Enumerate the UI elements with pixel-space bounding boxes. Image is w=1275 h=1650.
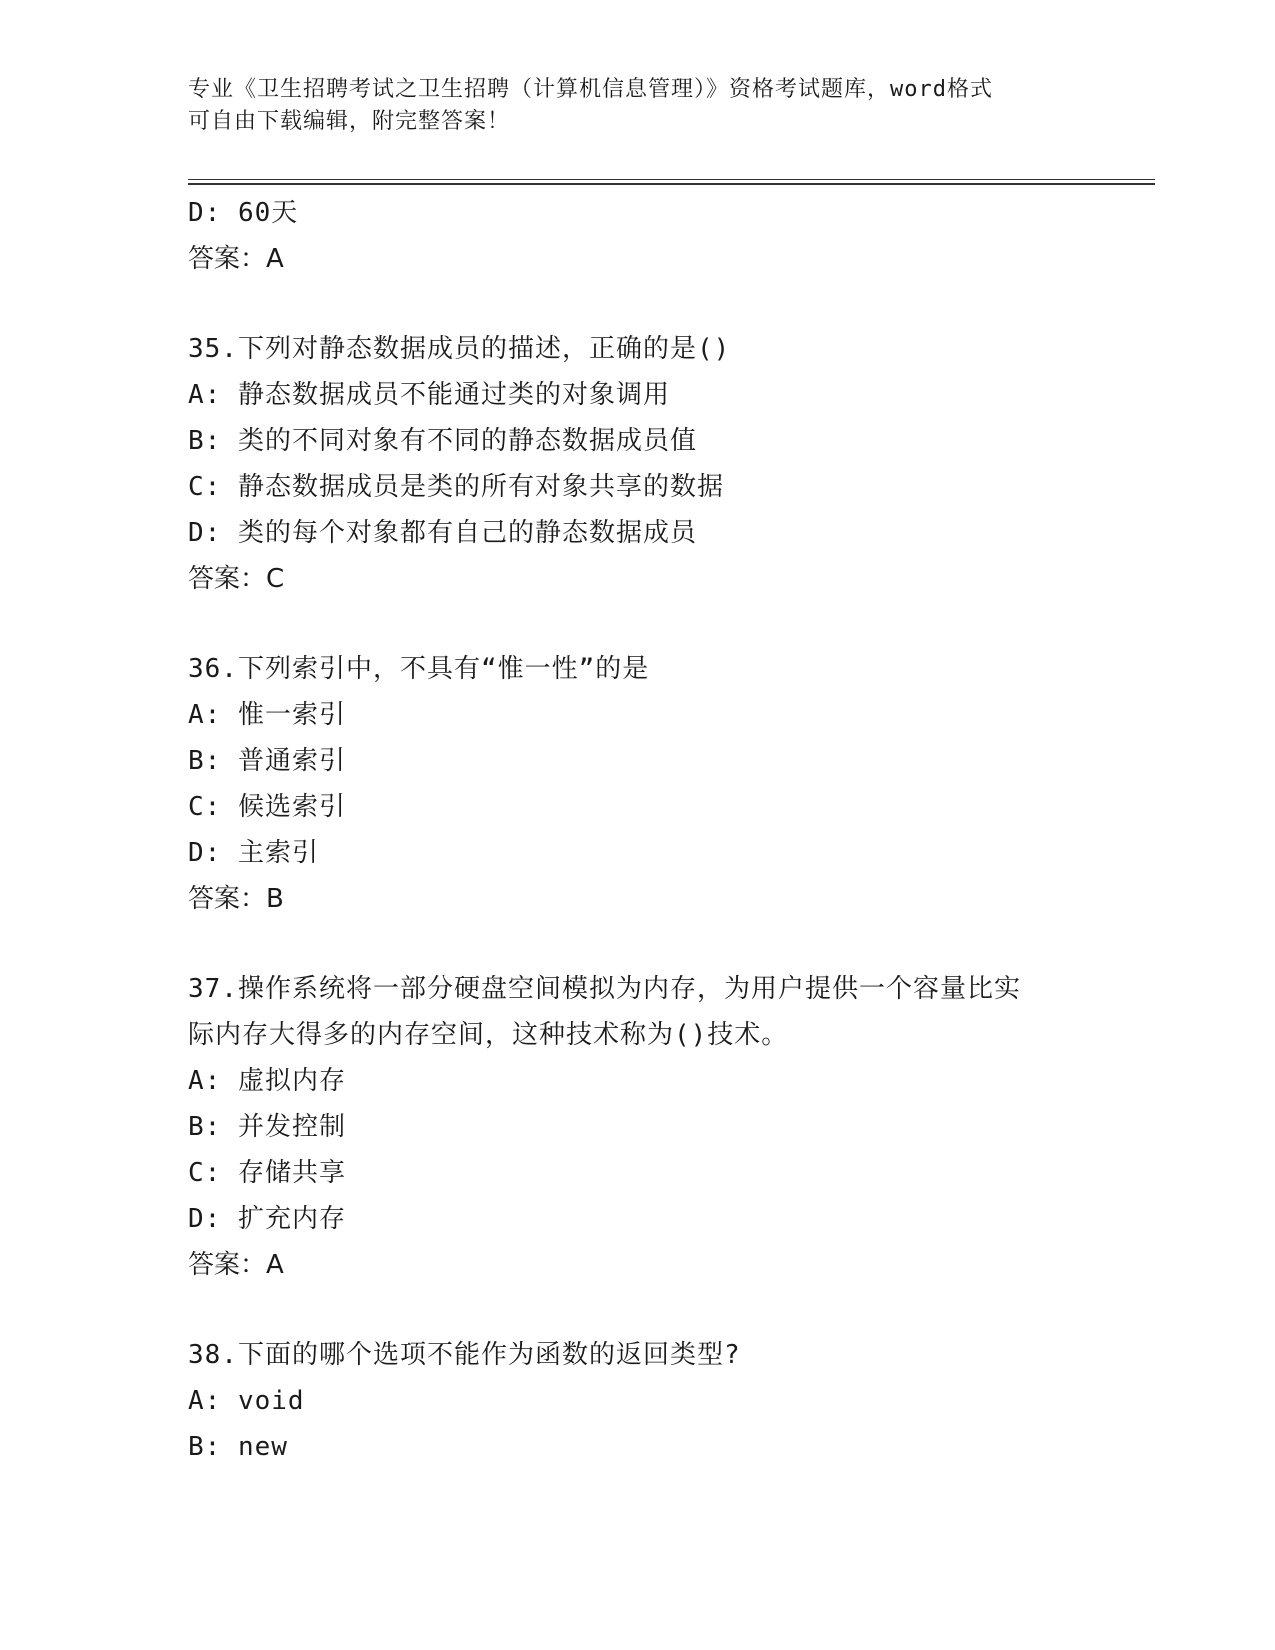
answer-line: 答案：A xyxy=(188,1250,284,1280)
option-b: B: 普通索引 xyxy=(188,746,346,776)
header-divider-thin xyxy=(188,179,1155,180)
option-b: B: 类的不同对象有不同的静态数据成员值 xyxy=(188,426,697,456)
answer-line: 答案：A xyxy=(188,244,284,274)
option-d: D: 类的每个对象都有自己的静态数据成员 xyxy=(188,518,697,548)
option-c: C: 静态数据成员是类的所有对象共享的数据 xyxy=(188,472,724,502)
question-37 xyxy=(188,966,1108,1288)
question-text-line-2: 际内存大得多的内存空间，这种技术称为()技术。 xyxy=(188,1020,789,1050)
option-a: A: 惟一索引 xyxy=(188,700,346,730)
header-title-line-2: 可自由下载编辑，附完整答案！ xyxy=(188,109,511,134)
question-36 xyxy=(188,646,1108,922)
option-b: B: 并发控制 xyxy=(188,1112,346,1142)
option-d: D: 60天 xyxy=(188,198,299,228)
answer-line: 答案：B xyxy=(188,884,284,914)
header-divider-thick xyxy=(188,183,1155,185)
option-b: B: new xyxy=(188,1432,288,1462)
option-d: D: 扩充内存 xyxy=(188,1204,346,1234)
document-header xyxy=(188,74,1088,138)
question-text: 35.下列对静态数据成员的描述，正确的是() xyxy=(188,334,731,364)
question-text-line-1: 37.操作系统将一部分硬盘空间模拟为内存，为用户提供一个容量比实 xyxy=(188,974,1021,1004)
question-text: 36.下列索引中，不具有“惟一性”的是 xyxy=(188,654,650,684)
header-title-line-1: 专业《卫生招聘考试之卫生招聘（计算机信息管理）》资格考试题库，word格式 xyxy=(188,77,993,102)
option-a: A: void xyxy=(188,1386,305,1416)
question-35 xyxy=(188,326,1108,602)
question-34-fragment xyxy=(188,190,1108,282)
question-list xyxy=(188,190,1108,1470)
option-c: C: 候选索引 xyxy=(188,792,346,822)
option-c: C: 存储共享 xyxy=(188,1158,346,1188)
answer-line: 答案：C xyxy=(188,564,285,594)
question-text: 38.下面的哪个选项不能作为函数的返回类型? xyxy=(188,1340,741,1370)
option-a: A: 静态数据成员不能通过类的对象调用 xyxy=(188,380,670,410)
option-a: A: 虚拟内存 xyxy=(188,1066,346,1096)
option-d: D: 主索引 xyxy=(188,838,319,868)
question-38 xyxy=(188,1332,1108,1470)
